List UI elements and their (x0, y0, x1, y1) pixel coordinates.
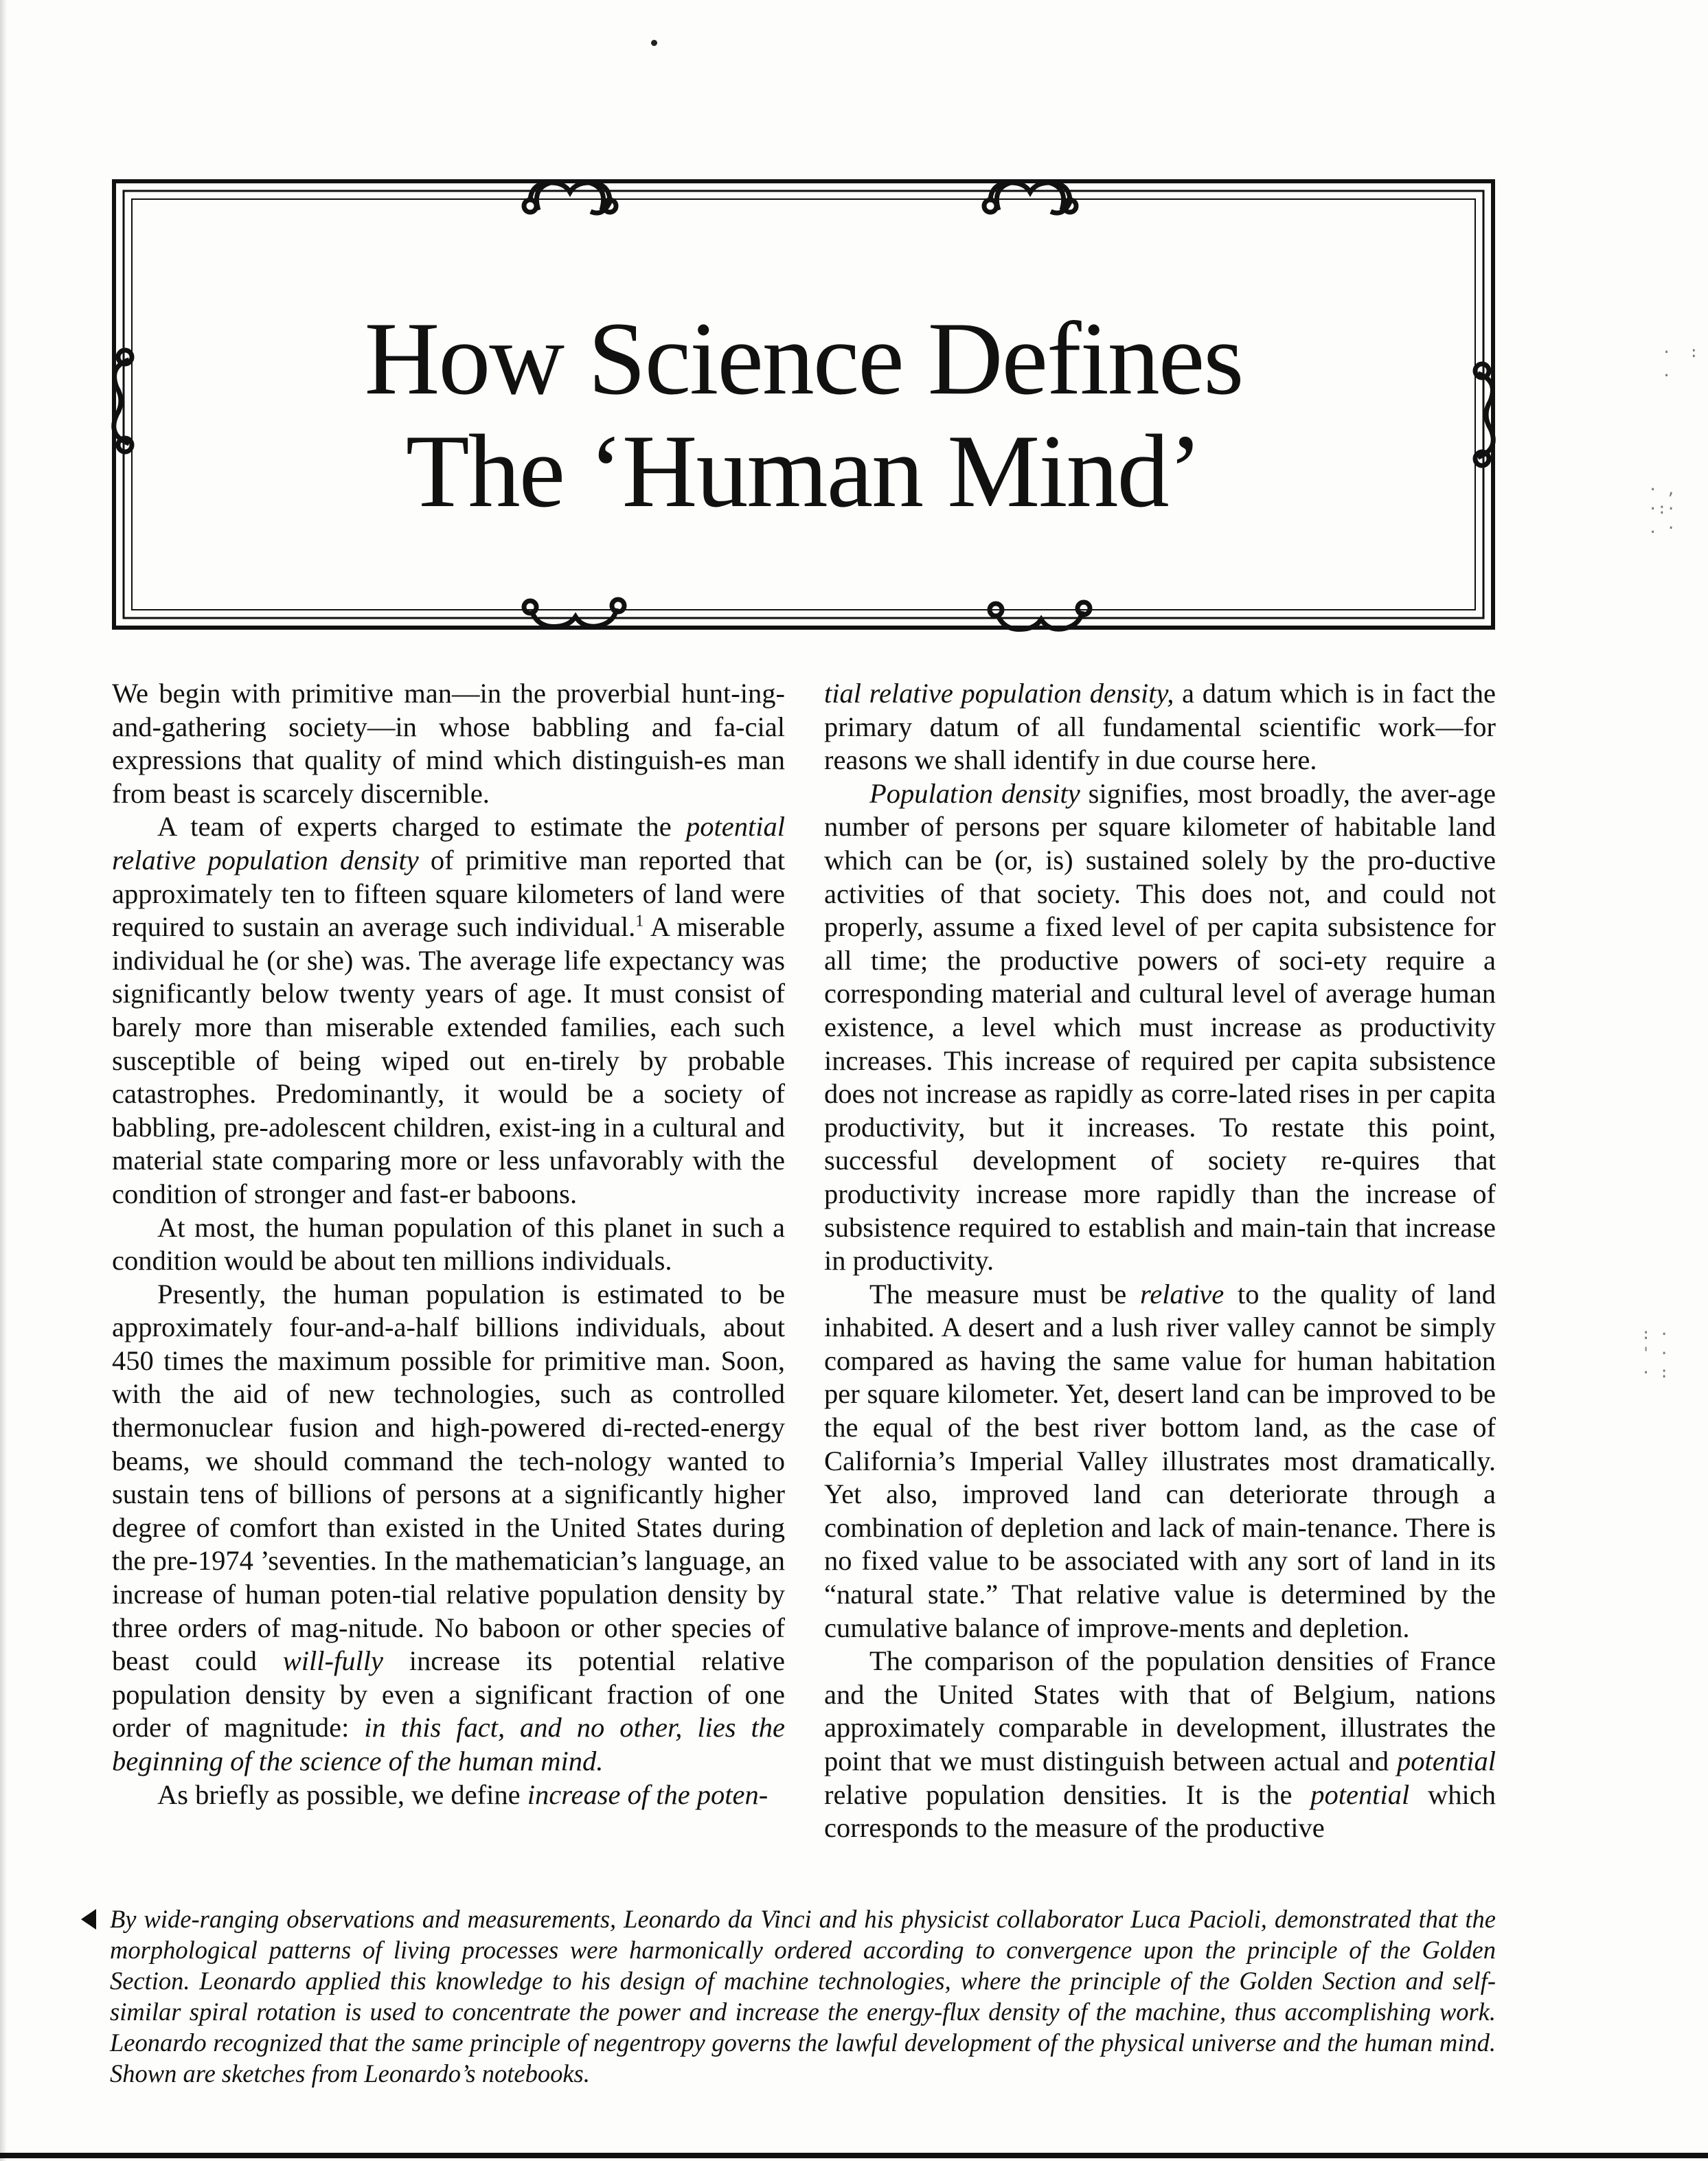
scan-specks-right: · : . (1662, 344, 1698, 380)
title-line-2: The ‘Human Mind’ (405, 413, 1202, 529)
emphasis: potential (1397, 1746, 1496, 1776)
emphasis: relative (1139, 1278, 1225, 1310)
title-frame (111, 174, 1496, 636)
paragraph-text: The measure must be (869, 1278, 1140, 1310)
paragraph-text: to the quality of land inhabited. A desert and a lush river valley cannot be simply compared as having the same value for human habitation per square kilometer. Yet, desert land can be improved to be the equal of the best river bottom land, as the case of California’s Imperial Valley illustrates most dramatically. Yet also, improved land can deteriorate through a combination of depletion and lack of main-tenance. There is no fixed value to be associated with any sort of land in its “natural state.” That relative value is determined by the cumulative balance of improve-ments and depletion. (824, 1278, 1496, 1643)
emphasis: increase of the poten- (527, 1779, 768, 1810)
paragraph-text: a datum which is in fact the primary datum of all fundamental scientific work—for reasons we shall identify in due course here. (824, 678, 1496, 776)
bottom-rule (0, 2153, 1708, 2158)
paragraph-text: of primitive man reported that approximately ten to fifteen square kilometers of land were required to sustain an average such individual. (112, 844, 785, 943)
emphasis: potential (1310, 1779, 1410, 1810)
paragraph (112, 1211, 785, 1278)
paragraph-text: We begin with primitive man—in the proverbial hunt-ing-and-gathering society—in whose babbling and fa-cial expressions that quality of mind which distinguish-es man from beast is scarcely discernible. (112, 678, 785, 809)
paragraph-text: which corresponds to the measure of the productive (824, 1779, 1496, 1844)
paragraph-text: As briefly as possible, we define (157, 1779, 527, 1810)
paragraph-text: relative population densities. It is the (824, 1779, 1311, 1810)
paragraph (112, 677, 785, 810)
figure-caption (81, 1903, 1496, 2089)
paragraph-text: A team of experts charged to estimate the (157, 811, 686, 843)
paragraph-text: A miserable individual he (or she) was. The average life expectancy was significantly below twenty years of age. It must consist of barely more than miserable extended families, each such susceptible of being wiped out en-tirely by probable catastrophes. Predominantly, it would be a society of babbling, pre-adolescent children, exist-ing in a cultural and material state comparing more or less unfavorably with the condition of stronger and fast-er baboons. (112, 911, 785, 1209)
body-column-left (112, 677, 785, 1811)
paragraph (112, 810, 785, 1211)
emphasis: will-fully (282, 1645, 383, 1677)
ink-speck (651, 40, 657, 46)
emphasis: in this fact, and no other, lies the beginning of the science of the human mind. (112, 1712, 786, 1776)
emphasis: Population density (869, 777, 1080, 809)
scan-specks-right-3: : · ' · · : (1641, 1326, 1669, 1382)
paragraph-text: At most, the human population of this planet in such a condition would be about ten millions individuals. (112, 1211, 785, 1277)
emphasis: potential relative population density (112, 811, 785, 876)
paragraph (112, 1278, 785, 1779)
scan-edge-shadow (0, 0, 7, 2161)
paragraph (824, 1278, 1496, 1645)
paragraph-text: signifies, most broadly, the aver-age number of persons per square kilometer of habitable land which can be (or, is) sustained solely by the pro-ductive activities of that society. This does not, and could not properly, assume a fixed level of per capita subsistence for all time; the productive powers of soci-ety require a corresponding material and cultural level of average human existence, a level which must increase as productivity increases. This increase of required per capita subsistence does not increase as rapidly as corre-lated rises in per capita productivity, but it increases. To restate this point, successful development of society re-quires that productivity increase more rapidly than the increase of subsistence required to establish and main-tain that increase in productivity. (824, 777, 1496, 1277)
paragraph-text: Presently, the human population is estimated to be approximately four-and-a-half billions individuals, about 450 times the maximum possible for primitive man. Soon, with the aid of new technologies, such as controlled thermonuclear fusion and high-powered di-rected-energy beams, we should command the tech-nology wanted to sustain tens of billions of persons at a significantly higher degree of comfort than existed in the United States during the pre-1974 ’seventies. In the mathematician’s language, an increase of human poten-tial relative population density by three orders of mag-nitude. No baboon or other species of beast could (112, 1278, 785, 1677)
title-line-1: How Science Defines (364, 301, 1243, 416)
paragraph (112, 1779, 785, 1812)
caption-text: By wide-ranging observations and measurements, Leonardo da Vinci and his physicist collaborator Luca Pacioli, demonstrated that the morphological patterns of living processes were harmonically ordered according to convergence upon the principle of the Golden Section. Leonardo applied this knowledge to his design of machine technologies, where the principle of the Golden Section and self-similar spiral rotation is used to concentrate the power and increase the energy-flux density of the machine, thus accomplishing work. Leonardo recognized that the same principle of negentropy governs the lawful development of the physical universe and the human mind. Shown are sketches from Leonardo’s notebooks. (110, 1905, 1496, 2088)
body-column-right (824, 677, 1496, 1845)
paragraph-text: increase its potential relative population density by even a significant fraction of one order of magnitude: (112, 1645, 785, 1743)
paragraph (824, 777, 1496, 1278)
emphasis: tial relative population density, (824, 678, 1174, 709)
footnote-ref: 1 (635, 912, 644, 930)
triangle-left-icon (81, 1909, 96, 1930)
scan-specks-right-2: · , ·:· . · (1648, 481, 1676, 537)
paragraph (824, 677, 1496, 777)
paragraph-text: The comparison of the population densities of France and the United States with that of Belgium, nations approximately comparable in development, illustrates the point that we must distinguish between actual and (824, 1645, 1496, 1776)
article-title (111, 302, 1496, 527)
paragraph (824, 1645, 1496, 1845)
